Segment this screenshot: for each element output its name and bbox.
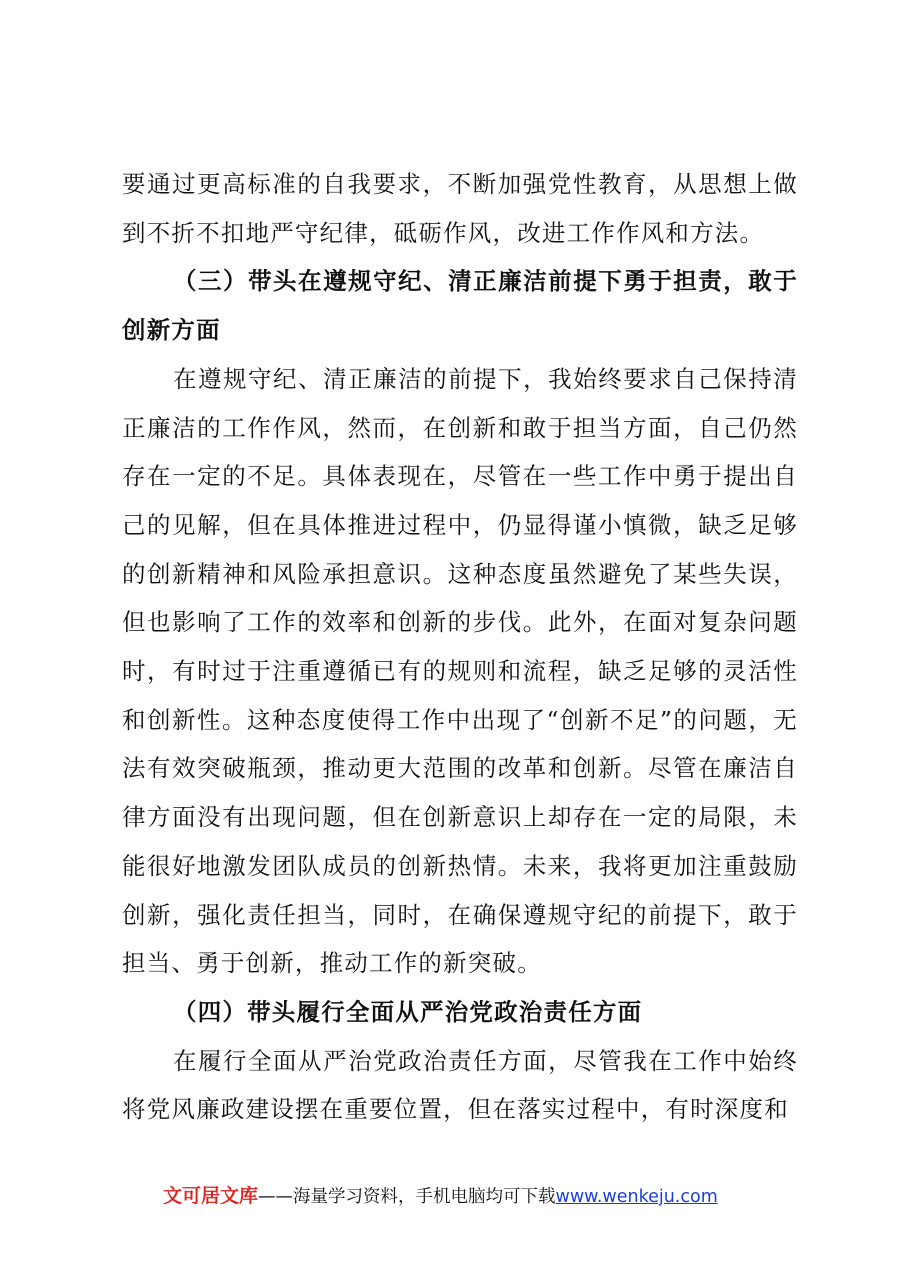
paragraph-body: 在遵规守纪、清正廉洁的前提下，我始终要求自己保持清正廉洁的工作作风，然而，在创新和敢于担当方面，自己仍然存在一定的不足。具体表现在，尽管在一些工作中勇于提出自己的见解，但在具体推进过程中，仍显得谨小慎微，缺乏足够的创新精神和风险承担意识。这种态度虽然避免了某些失误，但也影响了工作的效率和创新的步伐。此外，在面对复杂问题时，有时过于注重遵循已有的规则和流程，缺乏足够的灵活性和创新性。这种态度使得工作中出现了“创新不足”的问题，无法有效突破瓶颈，推动更大范围的改革和创新。尽管在廉洁自律方面没有出现问题，但在创新意识上却存在一定的局限，未能很好地激发团队成员的创新热情。未来，我将更加注重鼓励创新，强化责任担当，同时，在确保遵规守纪的前提下，敢于担当、勇于创新，推动工作的新突破。 [122,364,798,978]
footer-tagline: ——海量学习资料，手机电脑均可下载 [258,1187,556,1207]
footer-url-link[interactable]: www.wenkeju.com [555,1187,718,1207]
paragraph-body: 在履行全面从严治党政治责任方面，尽管我在工作中始终将党风廉政建设摆在重要位置，但在落实过程中，有时深度和 [122,1046,798,1124]
footer-brand: 文可居文库 [163,1185,259,1207]
document-body [122,160,798,1134]
paragraph-continuation: 要通过更高标准的自我要求，不断加强党性教育，从思想上做到不折不扣地严守纪律，砥砺作风，改进工作作风和方法。 [122,170,798,247]
section-heading-four: （四）带头履行全面从严治党政治责任方面 [173,997,643,1026]
section-heading-three: （三）带头在遵规守纪、清正廉洁前提下勇于担责，敢于创新方面 [122,267,798,345]
footer-banner [163,1182,783,1211]
